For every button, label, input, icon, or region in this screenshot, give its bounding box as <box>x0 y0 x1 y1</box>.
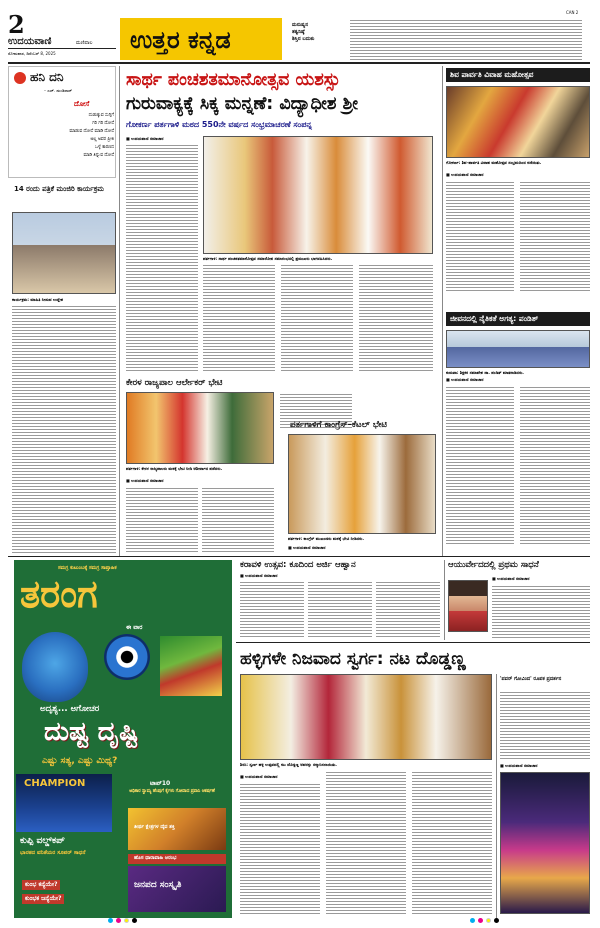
kerala-body-1 <box>126 486 198 552</box>
kerala-photo <box>126 392 274 464</box>
bottom-side-byline: ■ ಉದಯವಾಣಿ ಸಮಾಚಾರ <box>500 763 538 768</box>
ad-magazine-logo: ತರಂಗ <box>20 572 98 616</box>
right-top-caption: ಗೋಕರ್ಣ: ಶಿವ–ಪಾರ್ವತಿ ವಿವಾಹ ಮಹೋತ್ಸವ ಸಂಭ್ರಮದಿಂದ ನಡೆಯಿತು. <box>446 160 542 165</box>
sidebar-caption: ಕಾರ್ಯಕ್ರಮ: ಮಾಹಿತಿ ನೀಡುವ ಉದ್ದೇಶ <box>12 297 64 302</box>
ad-cover-title: ದುಷ್ಟ ದೃಷ್ಟಿ <box>44 717 139 747</box>
kerala-body-2 <box>202 486 274 552</box>
poem <box>40 112 114 160</box>
right-top-headline: ಶಿವ ಪಾರ್ವತಿ ವಿವಾಹ ಮಹೋತ್ಸವ <box>450 70 534 79</box>
masthead-rule <box>8 62 590 64</box>
issue-date: ಸೋಮವಾರ, ಡಿಸೆಂಬರ್ 8, 2025 <box>8 51 56 56</box>
ad-janapada-text: ಜನಪದ ಸಂಸ್ಕೃತಿ <box>134 880 182 890</box>
congress-photo <box>288 434 436 534</box>
poem-line: ಮಾಡುವ ದೋಸೆ ಮಾಡಿ ದೋಸೆ <box>69 129 114 134</box>
lead-body-col1 <box>126 143 198 373</box>
congress-headline: ಪರ್ತಗಾಳಿಗೆ ಕಾಂಗ್ರೆಸ್‌–ಕೆಟಲ್‌ ಭೇಟಿ <box>290 420 387 430</box>
right-mid-photo <box>446 330 590 368</box>
can-label: CAN 2 <box>566 10 579 15</box>
right-mid-body-2 <box>520 385 590 545</box>
karavali-byline: ■ ಉದಯವಾಣಿ ಸಮಾಚಾರ <box>240 573 278 578</box>
poem-title: ದೋಸೆ <box>74 100 90 108</box>
column-logo: ಹನಿ ದನಿ <box>30 70 64 84</box>
sidebar-body <box>12 304 116 554</box>
sidebar-photo <box>12 212 116 294</box>
lead-photo <box>203 136 433 254</box>
poem-line: ದುಡುಕ್ಕುವ ಸುಗ್ಗಿಗೆ <box>88 113 114 118</box>
poem-line: ಮಾಡಿ ತಿನ್ನುವ ದೋಸೆ <box>83 153 114 158</box>
right-top-byline: ■ ಉದಯವಾಣಿ ಸಮಾಚಾರ <box>446 172 484 177</box>
column-byline: – ಎಚ್. ಡುಂಡಿರಾಜ್ <box>44 88 73 93</box>
sidebar-column-divider <box>119 66 120 556</box>
karavali-body-1 <box>240 580 304 638</box>
paper-name: ಉದಯವಾಣಿ <box>8 36 52 47</box>
tagline-line: ತತ್ವನಿಷ್ಠೆ <box>292 29 305 35</box>
karavali-body-3 <box>376 580 440 638</box>
bottom-rule <box>236 642 590 643</box>
ayurveda-body <box>492 584 590 638</box>
lead-body-col3 <box>281 263 353 373</box>
ad-top-line: ಸಮಗ್ರ ಕುಟುಂಬಕ್ಕೆ ಸಮಗ್ರ ಸಾಪ್ತಾಹಿಕ <box>58 565 117 571</box>
ad-world-cup-sub: ಭಾರತದ ವನಿತೆಯರ ಸೂಪರ್ ಸಾಧನೆ <box>20 850 86 856</box>
ad-temple-text: ತೀರ್ಥ ಕ್ಷೇತ್ರಗಳ ದೈವ ಶಕ್ತಿ <box>134 824 175 830</box>
lead-body-col4 <box>359 263 433 373</box>
ad-tagline: ಅದೃಶ್ಯ... ಅಗೋಚರ <box>40 704 100 714</box>
ad-evil-eye-icon <box>104 634 150 680</box>
masthead-underline <box>8 48 116 49</box>
kerala-headline: ಕೇರಳ ರಾಜ್ಯಪಾಲ ಆರ್ಲೇಕರ್ ಭೇಟಿ <box>126 378 223 388</box>
tagline-line: ಮನುಷ್ಯನ <box>292 22 308 28</box>
registration-mark <box>470 918 475 923</box>
section-title: ಉತ್ತರ ಕನ್ನಡ <box>130 26 231 54</box>
bottom-body-1 <box>240 782 320 916</box>
bottom-headline: ಹಳ್ಳಿಗಳೇ ನಿಜವಾದ ಸ್ವರ್ಗ: ನಟ ದೊಡ್ಡಣ್ಣ <box>240 649 466 669</box>
ad-question-2: ಕುಂಭಕ ಜನ್ಯೆಯೇ? <box>22 894 64 904</box>
lead-column-divider <box>442 66 443 556</box>
registration-mark <box>132 918 137 923</box>
ad-demon-mask <box>22 632 88 702</box>
bottom-side-photo <box>500 772 590 914</box>
right-mid-byline: ■ ಉದಯವಾಣಿ ಸಮಾಚಾರ <box>446 377 484 382</box>
poem-line: ಗರಿ ಗರಿ ದೋಸೆ <box>92 121 114 126</box>
lead-headline-1: ಸಾರ್ಥ ಪಂಚಶತಮಾನೋತ್ಸವ ಯಶಸ್ಸು <box>126 70 341 90</box>
lead-subhead: ಗೋಕರ್ಣ ಪರ್ತಗಾಳಿ ಮಠದ 550ನೇ ವರ್ಷದ ಸಂಭ್ರಮಾಚರಣೆ ಸಂಪನ್ನ <box>126 120 312 129</box>
karavali-headline: ಕರಾವಳಿ ಉತ್ಸವ: ಕೂದಿಂದ ಅರ್ಜಿ ಆಹ್ವಾನ <box>240 560 356 570</box>
registration-mark <box>124 918 129 923</box>
right-mid-headline: ಜೀವನದಲ್ಲಿ ನೈತಿಕತೆ ಅಗತ್ಯ: ಪಂಡಿತ್ <box>450 314 539 323</box>
right-top-photo <box>446 86 590 158</box>
bottom-body-2 <box>326 770 406 916</box>
lead-body-col2 <box>203 263 275 373</box>
right-top-body-2 <box>520 180 590 292</box>
registration-mark <box>108 918 113 923</box>
masthead-tagline <box>292 22 348 43</box>
karavali-body-2 <box>308 580 372 638</box>
congress-byline: ■ ಉದಯವಾಣಿ ಸಮಾಚಾರ <box>288 545 326 550</box>
bottom-byline: ■ ಉದಯವಾಣಿ ಸಮಾಚಾರ <box>240 774 278 779</box>
ad-cover-sub: ಎಷ್ಟು ಸತ್ಯ, ಎಷ್ಟು ಮಿಥ್ಯ? <box>42 756 118 766</box>
mid-rule <box>8 556 590 557</box>
registration-mark <box>478 918 483 923</box>
poem-line: ಒಳ್ಳೆ ಕಾರಣದ <box>95 145 114 150</box>
bottom-side-headline: 'ಪವರ್ ಗೋವಿಂದ' ರೂಪಕ ಪ್ರದರ್ಶನ <box>500 676 562 682</box>
registration-mark <box>494 918 499 923</box>
congress-caption: ಪರ್ತಗಾಳಿ: ಕಾಂಗ್ರೆಸ್ ಮುಖಂಡರು ಮಠಕ್ಕೆ ಭೇಟಿ ನೀಡಿದರು. <box>288 536 364 541</box>
karavali-divider <box>444 560 445 640</box>
right-mid-body-1 <box>446 385 514 545</box>
lead-headline-2: ಗುರುವಾಕ್ಯಕ್ಕೆ ಸಿಕ್ಕ ಮನ್ನಣೆ: ವಿದ್ಯಾಧೀಶ ಶ್ರೀ <box>126 94 358 114</box>
right-mid-caption: ಕುಮಟಾ: ಶಿಕ್ಷಕರ ಸಮಾವೇಶ ಡಾ. ಪಂಡಿತ್ ಮಾತನಾಡಿದರು. <box>446 370 524 375</box>
bottom-body-3 <box>412 770 492 916</box>
edition-label: ಮಣಿಪಾಲ <box>76 40 93 46</box>
page-number: 2 <box>8 10 25 39</box>
poem-line: ಅಲ್ಲ ಅವರ ಪ್ರೀತಿ <box>90 137 114 142</box>
bottom-caption: ಶಿರಸಿ: ಸ್ವರ್ಣ ಹಳ್ಳಿ ಉತ್ಸವದಲ್ಲಿ ನಟ ದೊಡ್ಡಣ್ಣ ಅವರನ್ನು ಸನ್ಮಾನಿಸಲಾಯಿತು. <box>240 762 337 767</box>
ayurveda-headline: ಆಯುರ್ವೇದದಲ್ಲಿ ಪ್ರಥಮ ಸಾಧನೆ <box>448 560 539 570</box>
lead-caption: ಪರ್ತಗಾಳಿ: ಸಾರ್ಥ ಪಂಚಶತಮಾನೋತ್ಸವ ಸಮಾರೋಪ ಸಮಾರಂಭದಲ್ಲಿ ಪ್ರಮುಖರು ಭಾಗವಹಿಸಿದರು. <box>203 256 333 261</box>
bottom-side-body <box>500 690 590 760</box>
ayurveda-byline: ■ ಉದಯವಾಣಿ ಸಮಾಚಾರ <box>492 576 530 581</box>
kerala-byline: ■ ಉದಯವಾಣಿ ಸಮಾಚಾರ <box>126 478 164 483</box>
bottom-side-divider <box>496 674 497 918</box>
ad-issue-tag: ಈ ವಾರ <box>126 624 143 631</box>
ad-top10-text: ಅಧಿಕಾರ ಸ್ವಾಮ್ಯ ಹೆಂಪುಗೆ ಕೈಗಳು ಗೋವಾದ ಪ್ರವಾಸಿ ಆಕರ್ಷಣೆ <box>129 789 215 794</box>
ad-world-cup: ಕುಪ್ಪಿ ವಲ್ಡ್‌ಕಪ್ <box>20 836 65 846</box>
tagline-line: ಶಿಸ್ತಿನ ಬದುಕು <box>292 36 315 42</box>
sidebar-event-headline: 14 ರಂದು ಪತ್ರಿಕೆ ಮಂಜಿರಿ ಕಾರ್ಯಕ್ರಮ <box>14 185 104 193</box>
registration-mark <box>116 918 121 923</box>
kerala-caption: ಪರ್ತಗಾಳಿ: ಕೇರಳ ರಾಜ್ಯಪಾಲರು ಮಠಕ್ಕೆ ಭೇಟಿ ನೀಡಿ ಆಶೀರ್ವಾದ ಪಡೆದರು. <box>126 466 223 471</box>
ad-chili-strip <box>160 636 222 696</box>
honey-logo-dot <box>14 72 26 84</box>
ayurveda-photo <box>448 580 488 632</box>
masthead-quote <box>350 18 582 60</box>
lead-byline: ■ ಉದಯವಾಣಿ ಸಮಾಚಾರ <box>126 136 164 141</box>
bottom-photo <box>240 674 492 760</box>
right-top-body-1 <box>446 180 514 292</box>
ad-question-1: ಕುಂಭ ಕನ್ಯೆಯೇ? <box>22 880 60 890</box>
registration-mark <box>486 918 491 923</box>
ad-novel-text: ಹೊಸ ಧಾರಾವಾಹಿ ಆರಂಭ <box>134 855 177 861</box>
ad-top10-label: ಟಾಪ್‌10 <box>150 780 171 787</box>
ad-champion-label: CHAMPION <box>24 778 86 789</box>
